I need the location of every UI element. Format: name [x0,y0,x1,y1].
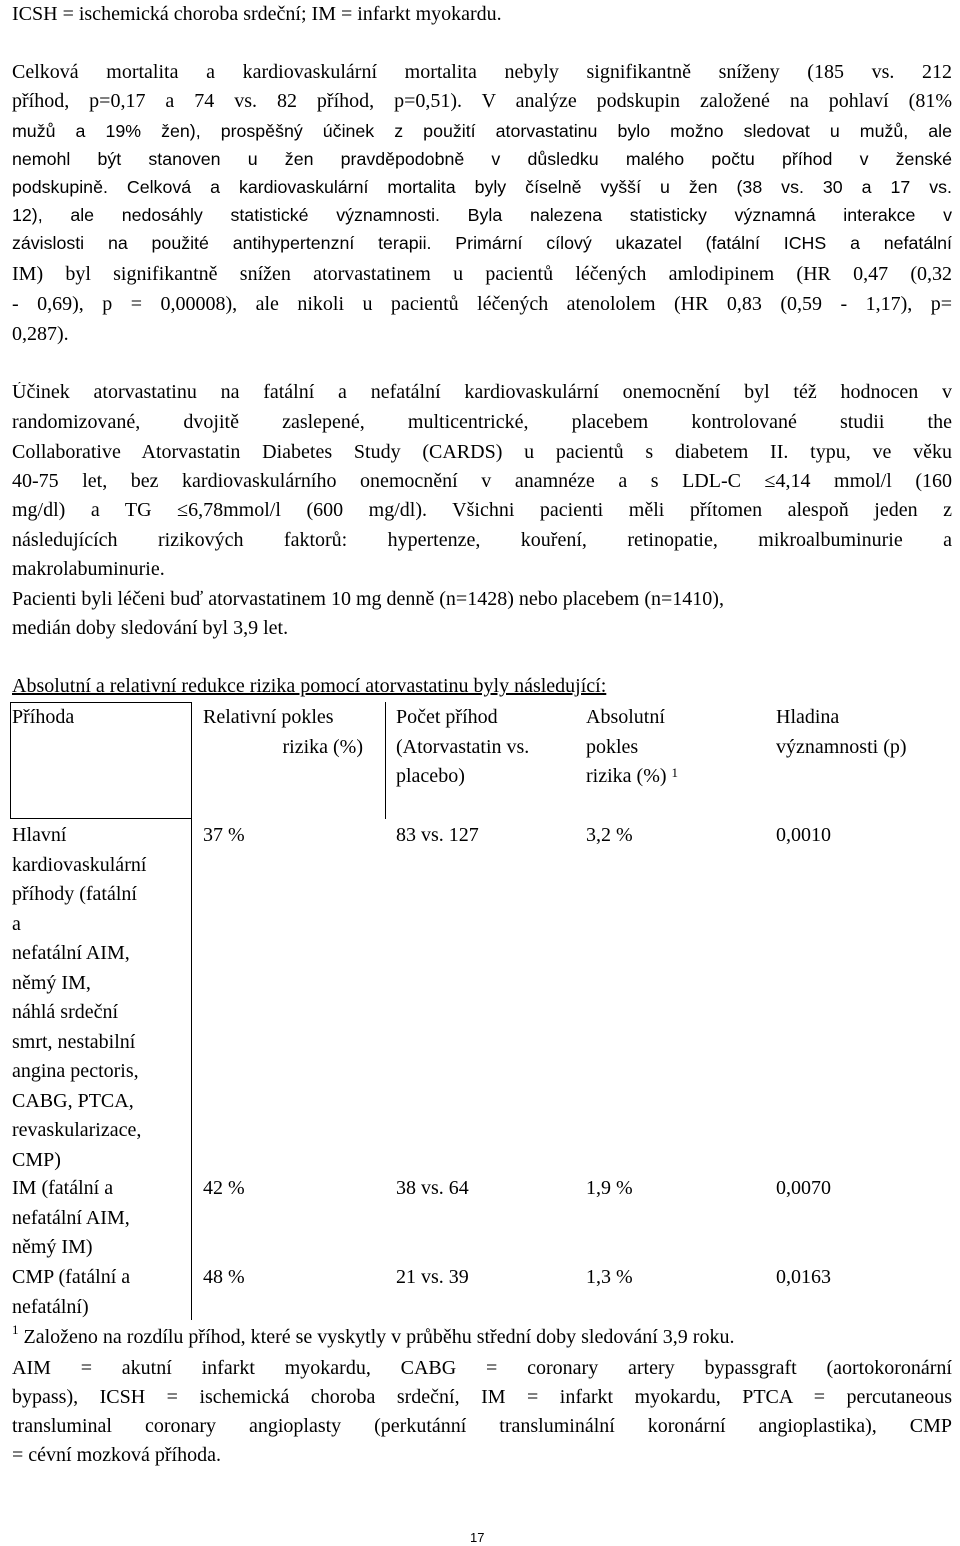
paragraph-line: medián doby sledování byl 3,9 let. [12,617,289,639]
row-event: IM (fatální a nefatální AIM, němý IM) [12,1177,130,1258]
row-counts: 83 vs. 127 [396,824,479,846]
paragraph-line: 12), ale nedosáhly statistické významnosti. Byla nalezena statisticky významná interakce v [12,205,952,225]
abbrev-line: AIM = akutní infarkt myokardu, CABG = coronary artery bypassgraft (aortokoronární [12,1358,952,1379]
paragraph-line: Collaborative Atorvastatin Diabetes Study (CARDS) u pacientů s diabetem II. typu, ve věku [12,442,952,463]
table-rule [191,818,192,1320]
paragraph-line: 0,287). [12,323,69,345]
paragraph-line: Účinek atorvastatinu na fatální a nefatální kardiovaskulární onemocnění byl též hodnocen v [12,382,952,403]
footnote-marker: 1 [12,1322,19,1337]
table-rule [10,818,192,819]
paragraph-line: nemohl být stanoven u žen pravděpodobně v důsledku malého počtu příhod v ženské [12,149,952,169]
paragraph-line: mg/dl) a TG ≤6,78mmol/l (600 mg/dl). Všichni pacienti měli přítomen alespoň jeden z [12,500,952,521]
row-p: 0,0163 [776,1266,831,1288]
row-event: CMP (fatální a nefatální) [12,1266,131,1318]
paragraph-line: IM) byl signifikantně snížen atorvastatinem u pacientů léčených amlodipinem (HR 0,47 (0,32 [12,264,952,285]
paragraph-line: randomizované, dvojitě zaslepené, multicentrické, placebem kontrolované studii the [12,412,952,433]
paragraph-line: podskupině. Celková a kardiovaskulární mortalita byly číselně vyšší u žen (38 vs. 30 a 17 vs. [12,177,952,197]
row-p: 0,0010 [776,824,831,846]
row-counts: 38 vs. 64 [396,1177,469,1199]
header-event: Příhoda [12,706,75,728]
row-event: Hlavní kardiovaskulární příhody (fatální a nefatální AIM, němý IM, náhlá srdeční smrt, nestabilní angina pectoris, CABG, PTCA, revaskularizace, CMP) [12,824,147,1171]
row-arr: 1,3 % [586,1266,633,1288]
footnote-marker: 1 [671,765,679,780]
header-event-count: Počet příhod (Atorvastatin vs. placebo) [396,706,530,787]
paragraph-line: mužů a 19% žen), prospěšný účinek z použití atorvastatinu bylo možno sledovat u mužů, ale [12,121,952,141]
paragraph-line: následujících rizikových faktorů: hypertenze, kouření, retinopatie, mikroalbuminurie a [12,530,952,551]
abbrev-line: bypass), ICSH = ischemická choroba srdeční, IM = infarkt myokardu, PTCA = percutaneous [12,1387,952,1408]
header-absolute-reduction: Absolutní pokles rizika (%) $^1$ [586,706,679,787]
row-counts: 21 vs. 39 [396,1266,469,1288]
abbrev-line: = cévní mozková příhoda. [12,1444,221,1466]
paragraph-line: - 0,69), p = 0,00008), ale nikoli u pacientů léčených atenololem (HR 0,83 (0,59 - 1,17), p= [12,294,952,315]
paragraph-line: závislosti na použité antihypertenzní terapii. Primární cílový ukazatel (fatální ICHS a nefatální [12,233,952,253]
top-fragment: ICSH = ischemická choroba srdeční; IM = infarkt myokardu. [12,3,502,25]
row-arr: 1,9 % [586,1177,633,1199]
abbrev-line: transluminal coronary angioplasty (perkutánní transluminální koronární angioplastika), CMP [12,1416,952,1437]
table-rule [10,702,11,819]
row-rrr: 37 % [203,824,245,846]
header-relative-reduction: Relativní pokles rizika (%) [203,706,363,758]
paragraph-line: 40-75 let, bez kardiovaskulárního onemocnění v anamnéze a s LDL-C ≤4,14 mmol/l (160 [12,471,952,492]
row-arr: 3,2 % [586,824,633,846]
table-intro: Absolutní a relativní redukce rizika pomocí atorvastatinu byly následující: [12,675,607,697]
paragraph-line: Celková mortalita a kardiovaskulární mortalita nebyly signifikantně sníženy (185 vs. 212 [12,62,952,83]
paragraph-line: Pacienti byli léčeni buď atorvastatinem 10 mg denně (n=1428) nebo placebem (n=1410), [12,588,724,610]
header-significance: Hladina významnosti (p) [776,706,907,758]
row-rrr: 42 % [203,1177,245,1199]
paragraph-line: příhod, p=0,17 a 74 vs. 82 příhod, p=0,51). V analýze podskupin založené na pohlaví (81% [12,91,952,112]
row-p: 0,0070 [776,1177,831,1199]
page-number: 17 [470,1530,485,1545]
footnote-text: Založeno na rozdílu příhod, které se vyskytly v průběhu střední doby sledování 3,9 roku. [23,1326,735,1348]
paragraph-line: makrolabuminurie. [12,558,165,580]
footnote [12,1322,735,1349]
table-rule [385,702,386,819]
row-rrr: 48 % [203,1266,245,1288]
table-rule [191,702,192,819]
